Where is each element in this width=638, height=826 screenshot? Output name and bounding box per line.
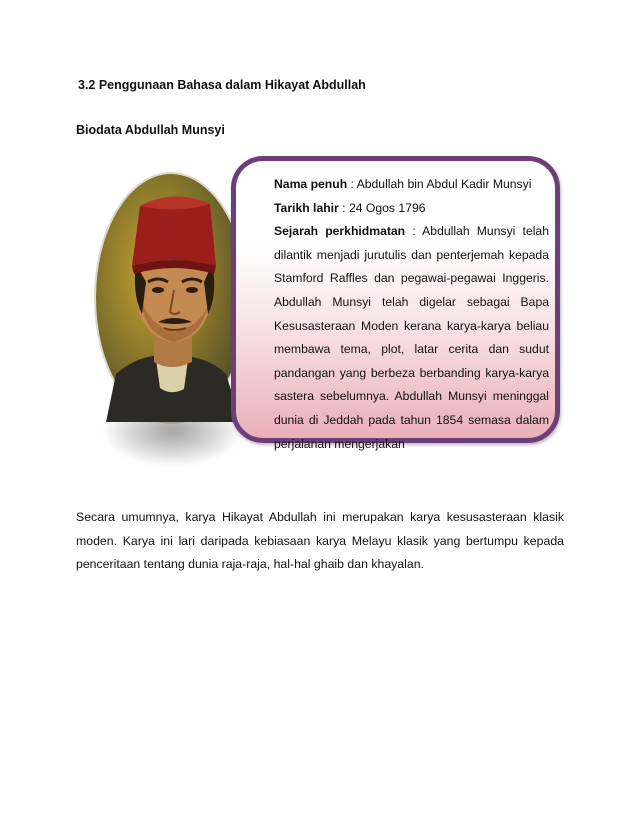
service-history-label: Sejarah perkhidmatan <box>274 224 406 239</box>
portrait-image <box>96 174 246 422</box>
full-name-line <box>274 173 549 197</box>
birth-date-label: Tarikh lahir <box>274 200 339 215</box>
service-history-value: : Abdullah Munsyi telah dilantik menjadi jurutulis dan penterjemah kepada Stamford Raffles dan pegawai-pegawai Inggeris. Abdullah Munsyi telah digelar sebagai Bapa Kesusasteraan Moden kerana karya-karya beliau membawa tema, plot, latar cerita dan sudut pandangan yang berbeza berbanding karya-karya sastera sebelumnya. Abdullah Munsyi meninggal dunia di Jeddah pada tahun 1854 semasa dalam perjalanan mengerjakan <box>274 224 549 451</box>
birth-date-line <box>274 197 549 221</box>
biodata-infobox <box>231 156 560 451</box>
full-name-value: : Abdullah bin Abdul Kadir Munsyi <box>347 177 532 191</box>
biodata-subheading: Biodata Abdullah Munsyi <box>76 123 225 137</box>
body-paragraph: Secara umumnya, karya Hikayat Abdullah ini merupakan karya kesusasteraan klasik moden. Karya ini lari daripada kebiasaan karya Melayu klasik yang bertumpu kepada penceritaan tentang dunia raja-raja, hal-hal ghaib dan khayalan. <box>76 510 564 571</box>
biodata-text <box>274 173 549 456</box>
section-heading: 3.2 Penggunaan Bahasa dalam Hikayat Abdullah <box>78 78 366 92</box>
service-history-line <box>274 220 549 456</box>
portrait-figure <box>96 174 246 474</box>
full-name-label: Nama penuh <box>274 177 348 191</box>
portrait-illustration <box>96 174 246 422</box>
birth-date-value: : 24 Ogos 1796 <box>338 200 426 215</box>
